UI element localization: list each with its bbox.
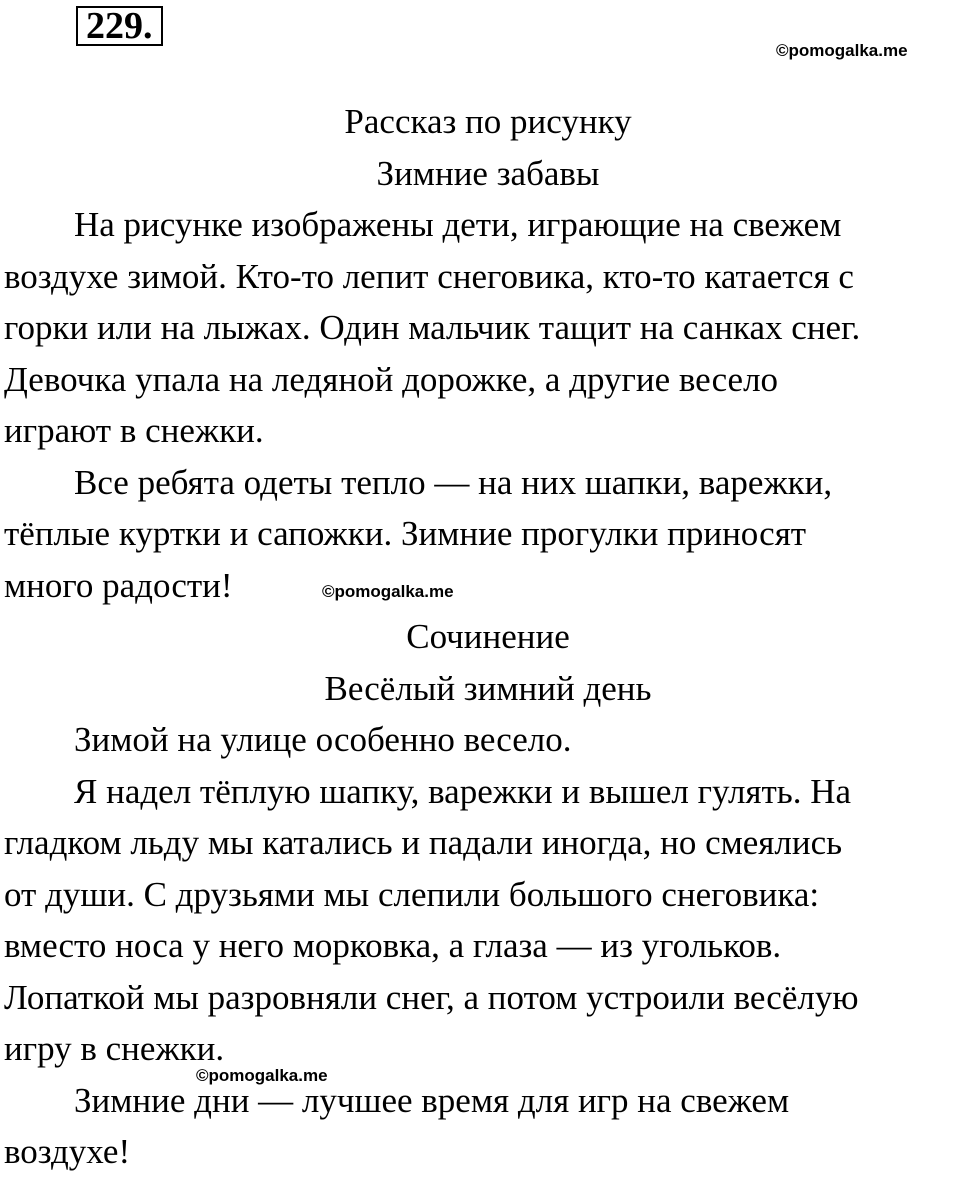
section1-paragraph1-line5: играют в снежки. [4,411,264,450]
section1-heading: Рассказ по рисунку [344,102,632,141]
watermark-bottom: ©pomogalka.me [196,1066,328,1085]
section1-paragraph2-line3: много радости! [4,565,233,605]
section2-paragraph2-line2: гладком льду мы катались и падали иногда, но смеялись [4,823,843,862]
section2-title: Весёлый зимний день [324,668,652,708]
section2-paragraph3-line1: Зимние дни — лучшее время для игр на свежем [74,1080,790,1120]
section2-paragraph2-line4: вместо носа у него морковка, а глаза — из угольков. [4,926,782,965]
section1-paragraph2-line2: тёплые куртки и сапожки. Зимние прогулки приносят [4,514,807,553]
document-body [0,96,960,1178]
section1-paragraph1-line4: Девочка упала на ледяной дорожке, а другие весело [4,359,779,399]
task-number: 229. [76,6,163,46]
section1-paragraph1-line3: горки или на лыжах. Один мальчик тащит на санках снег. [4,308,861,347]
section1-title: Зимние забавы [376,153,600,193]
section2-paragraph2-line3: от души. С друзьями мы слепили большого снеговика: [4,874,820,914]
section1-paragraph2-line1: Все ребята одеты тепло — на них шапки, варежки, [74,462,833,502]
section1-paragraph1-line2: воздухе зимой. Кто-то лепит снеговика, кто-то катается с [4,256,854,296]
section2-paragraph2-line5: Лопаткой мы разровняли снег, а потом устроили весёлую [4,977,859,1017]
section2-heading: Сочинение [406,617,570,656]
section2-paragraph2-line1: Я надел тёплую шапку, варежки и вышел гулять. На [74,771,852,811]
section1-paragraph1-line1: На рисунке изображены дети, играющие на свежем [74,205,842,244]
section2-paragraph3-line2: воздухе! [4,1132,131,1171]
section2-paragraph1-line1: Зимой на улице особенно весело. [74,720,572,759]
watermark-middle: ©pomogalka.me [322,582,454,601]
watermark-top: ©pomogalka.me [776,41,908,60]
section2-paragraph2-line6: игру в снежки. [4,1029,225,1068]
